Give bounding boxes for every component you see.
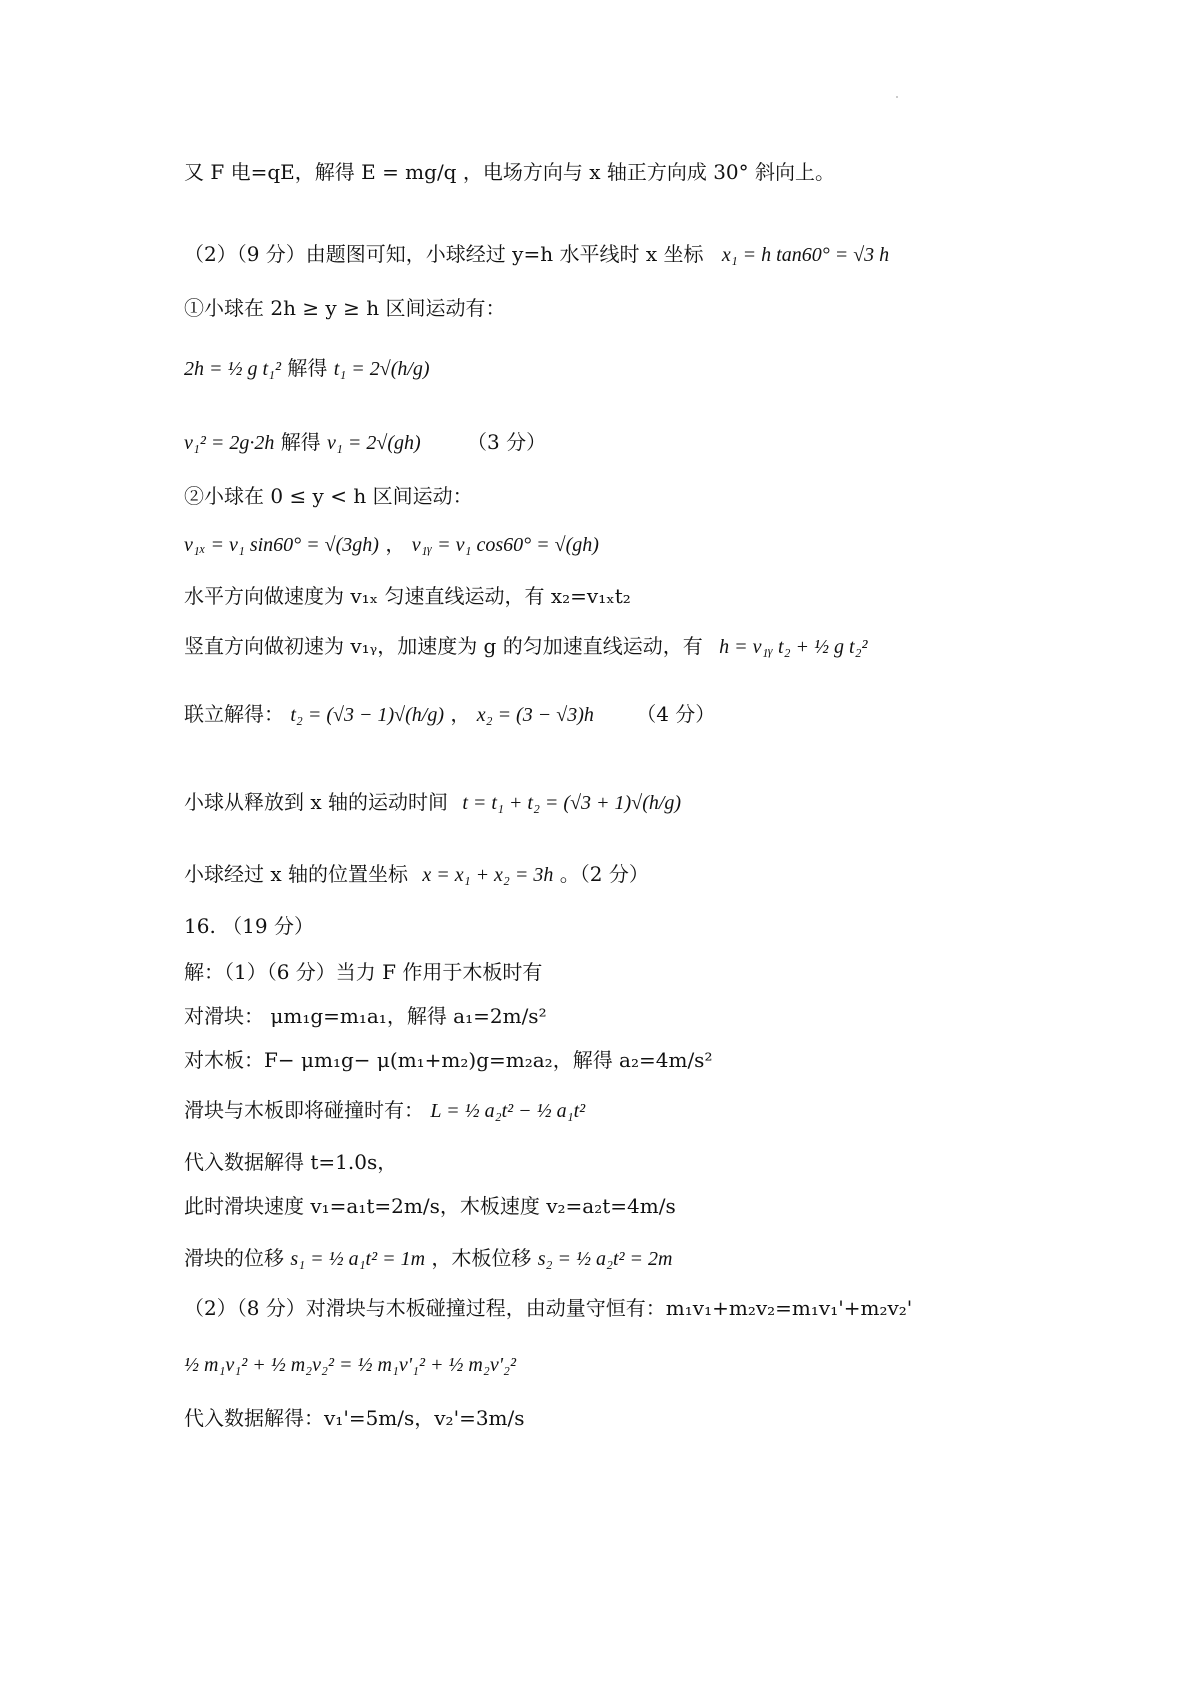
formula-s1: s₁ = ½ a₁t² = 1m — [290, 1248, 426, 1270]
line-horizontal-motion: 水平方向做速度为 v₁ₓ 匀速直线运动，有 x₂=v₁ₓt₂ — [184, 584, 631, 608]
line-t1 — [184, 356, 430, 382]
line-total-time-text: 小球从释放到 x 轴的运动时间 — [184, 790, 448, 814]
score-3: （3 分） — [467, 430, 547, 454]
formula-t1: t₁ = 2√(h/g) — [333, 358, 430, 380]
formula-v1x: v₁ₓ = v₁ sin60° = √(3gh) — [184, 534, 379, 556]
line-slider-equation: 对滑块： μm₁g=m₁a₁，解得 a₁=2m/s² — [184, 1004, 547, 1028]
line-momentum: （2）（8 分）对滑块与木板碰撞过程，由动量守恒有：m₁v₁+m₂v₂=m₁v₁'+m₂v₂' — [184, 1296, 913, 1320]
line-t-result: 代入数据解得 t=1.0s， — [184, 1150, 398, 1174]
line-displacements — [184, 1246, 672, 1272]
formula-s2: s₂ = ½ a₂t² = 2m — [537, 1248, 673, 1270]
label-combine: 联立解得： — [184, 702, 284, 726]
formula-t: t = t₁ + t₂ = (√3 + 1)√(h/g) — [462, 792, 682, 814]
line-vertical-motion-text: 竖直方向做初速为 v₁ᵧ，加速度为 g 的匀加速直线运动，有 — [184, 634, 703, 658]
score-2: 。（2 分） — [559, 862, 649, 886]
line-v1 — [184, 430, 546, 456]
formula-v1y: v₁ᵧ = v₁ cos60° = √(gh) — [411, 534, 599, 556]
line-velocity-components — [184, 532, 599, 558]
line-velocities: 此时滑块速度 v₁=a₁t=2m/s，木板速度 v₂=a₂t=4m/s — [184, 1194, 676, 1218]
line-vertical-motion — [184, 634, 868, 660]
line-region1: ①小球在 2h ≥ y ≥ h 区间运动有： — [184, 296, 506, 320]
formula-x: x = x₁ + x₂ = 3h — [422, 864, 554, 886]
line-energy — [184, 1352, 516, 1378]
line-position — [184, 862, 649, 888]
label-board-displacement: ，木板位移 — [431, 1246, 532, 1270]
comma-2: ， — [450, 702, 471, 726]
formula-x2: x₂ = (3 − √3)h — [476, 704, 594, 726]
label-slider-displacement: 滑块的位移 — [184, 1246, 284, 1270]
line-collision-condition-text: 滑块与木板即将碰撞时有： — [184, 1098, 424, 1122]
line-electric-field: 又 F 电=qE，解得 E = mg/q ，电场方向与 x 轴正方向成 30° 斜向上。 — [184, 160, 836, 184]
scan-speck — [896, 96, 898, 98]
line-final-velocities: 代入数据解得：v₁'=5m/s，v₂'=3m/s — [184, 1406, 525, 1430]
formula-2h: 2h = ½ g t₁² — [184, 358, 282, 380]
line-region2: ②小球在 0 ≤ y < h 区间运动： — [184, 484, 473, 508]
label-solve-t1: 解得 — [287, 356, 328, 380]
question-16-heading: 16. （19 分） — [184, 914, 314, 938]
formula-h: h = v₁ᵧ t₂ + ½ g t₂² — [719, 636, 868, 658]
label-solve-v1: 解得 — [280, 430, 321, 454]
line-board-equation: 对木板：F− μm₁g− μ(m₁+m₂)g=m₂a₂，解得 a₂=4m/s² — [184, 1048, 713, 1072]
line-position-text: 小球经过 x 轴的位置坐标 — [184, 862, 408, 886]
line-collision-condition — [184, 1098, 585, 1124]
formula-L: L = ½ a₂t² − ½ a₁t² — [430, 1100, 586, 1122]
line-solve-t2-x2 — [184, 702, 715, 728]
formula-energy: ½ m₁v₁² + ½ m₂v₂² = ½ m₁v'₁² + ½ m₂v'₂² — [184, 1354, 516, 1376]
line-total-time — [184, 790, 681, 816]
line-part2-intro-text: （2）（9 分）由题图可知，小球经过 y=h 水平线时 x 坐标 — [184, 242, 704, 266]
line-part2-intro — [184, 242, 889, 268]
score-4: （4 分） — [636, 702, 716, 726]
formula-x1: x₁ = h tan60° = √3 h — [721, 244, 890, 266]
formula-t2: t₂ = (√3 − 1)√(h/g) — [290, 704, 445, 726]
comma-1: ， — [385, 532, 406, 556]
formula-v1-squared: v₁² = 2g·2h — [184, 432, 275, 454]
line-part1-intro: 解：（1）（6 分）当力 F 作用于木板时有 — [184, 960, 543, 984]
formula-v1: v₁ = 2√(gh) — [327, 432, 421, 454]
